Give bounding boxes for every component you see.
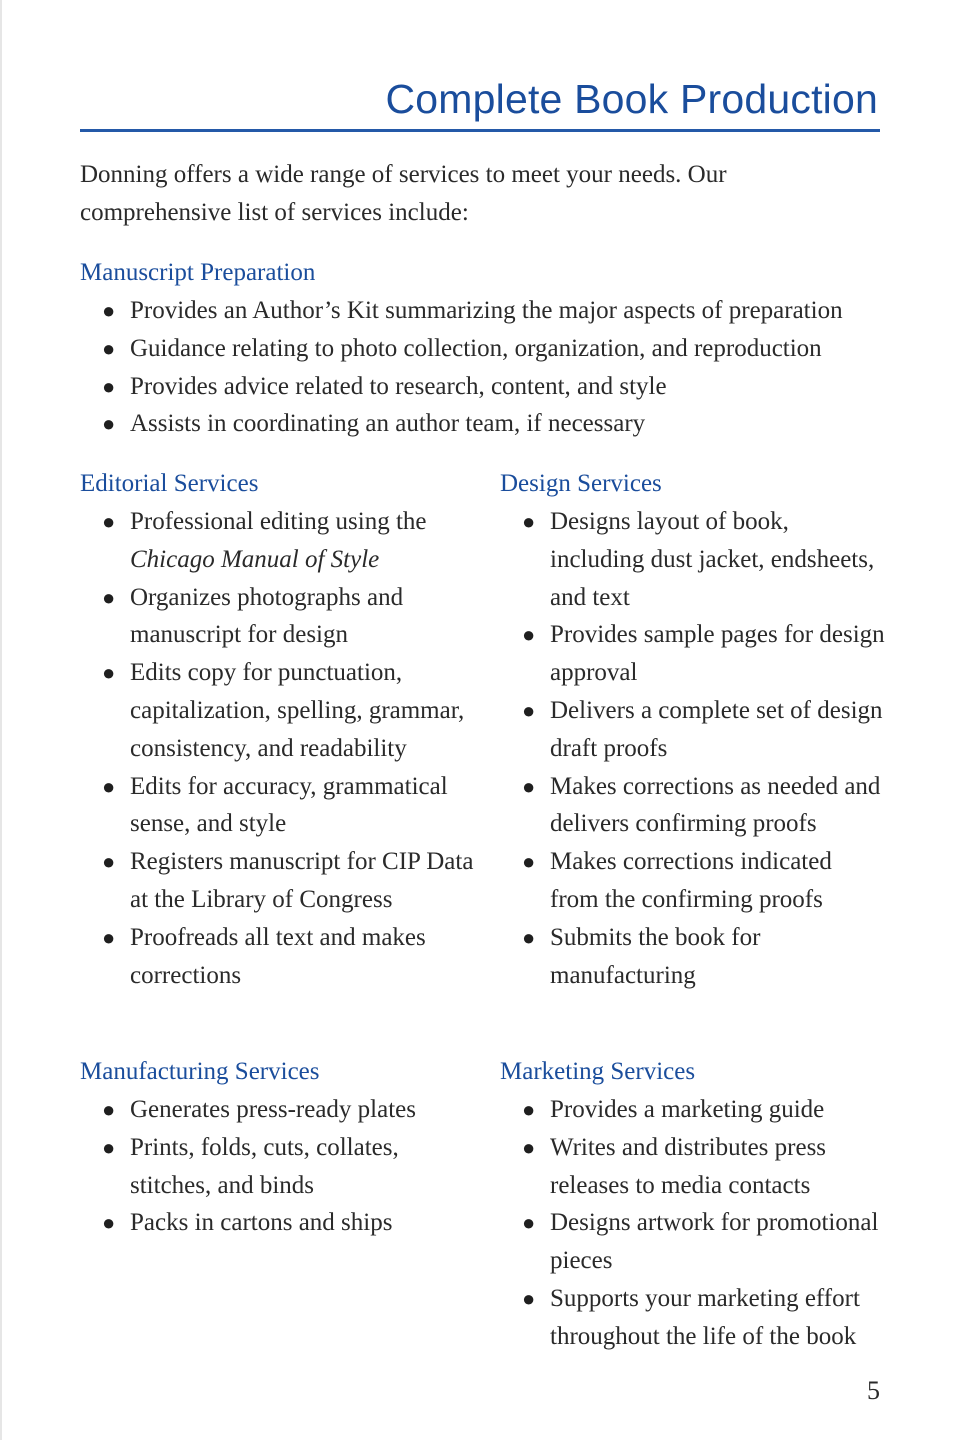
list-item <box>500 1091 885 1129</box>
bullet-list <box>80 292 880 443</box>
bullet-icon: ● <box>102 509 116 534</box>
bullet-icon: ● <box>522 773 536 799</box>
list-item-text: Proofreads all text and makes corrections <box>130 923 426 989</box>
list-item-text: Submits the book for manufacturing <box>550 923 761 989</box>
bullet-icon: ● <box>102 411 116 437</box>
section-heading: Manufacturing Services <box>80 1058 320 1085</box>
list-item-text: Generates press-ready plates <box>130 1096 416 1123</box>
bullet-icon: ● <box>522 622 536 648</box>
list-item-text: Designs artwork for promotional pieces <box>550 1209 879 1275</box>
list-item <box>500 768 885 844</box>
list-item <box>500 503 885 616</box>
bullet-icon: ● <box>102 1134 116 1160</box>
list-item <box>80 405 880 443</box>
list-item-text: Provides an Author’s Kit summarizing the major aspects of preparation <box>130 297 843 324</box>
page-number: 5 <box>867 1376 880 1405</box>
section-heading: Editorial Services <box>80 470 259 497</box>
bullet-icon: ● <box>522 1097 536 1122</box>
list-item <box>500 1204 885 1280</box>
list-item <box>80 368 880 406</box>
section-manuscript-preparation <box>80 254 880 443</box>
list-item <box>80 503 475 579</box>
section-marketing-services <box>500 1053 885 1356</box>
bullet-icon: ● <box>102 773 116 799</box>
bullet-icon: ● <box>102 298 116 323</box>
list-item-text: Provides a marketing guide <box>550 1096 825 1123</box>
list-item <box>80 768 475 844</box>
bullet-icon: ● <box>102 1097 116 1122</box>
list-item <box>80 843 475 919</box>
list-item-text: Assists in coordinating an author team, if necessary <box>130 410 646 438</box>
section-editorial-services <box>80 465 475 994</box>
bullet-list <box>80 1091 475 1242</box>
list-item <box>80 1204 475 1242</box>
list-item-text: Prints, folds, cuts, collates, stitches, and binds <box>130 1133 399 1199</box>
list-item-text: Guidance relating to photo collection, organization, and reproduction <box>130 334 822 362</box>
bullet-icon: ● <box>522 697 536 723</box>
bullet-icon: ● <box>522 1210 536 1236</box>
section-manufacturing-services <box>80 1053 475 1242</box>
list-item-text: Edits for accuracy, grammatical sense, and style <box>130 772 448 838</box>
section-heading: Design Services <box>500 470 662 497</box>
list-item <box>80 579 475 655</box>
list-item <box>80 919 475 995</box>
list-item <box>500 919 885 995</box>
bullet-icon: ● <box>522 509 536 534</box>
list-item <box>500 692 885 768</box>
list-item <box>80 1129 475 1205</box>
bullet-icon: ● <box>522 1285 536 1311</box>
intro-paragraph: Donning offers a wide range of services to meet your needs. Our comprehensive list of services include: <box>80 161 727 226</box>
list-item <box>500 843 885 919</box>
bullet-icon: ● <box>102 660 116 686</box>
list-item-text: Makes corrections as needed and delivers confirming proofs <box>550 772 881 838</box>
bullet-list <box>80 503 475 994</box>
page-title: Complete Book Production <box>385 76 878 122</box>
section-heading: Manuscript Preparation <box>80 259 316 286</box>
list-item-text: Edits copy for punctuation, capitalization, spelling, grammar, consistency, and readability <box>130 659 465 762</box>
title-rule <box>80 129 880 132</box>
section-heading: Marketing Services <box>500 1058 696 1085</box>
list-item-text: Delivers a complete set of design draft proofs <box>550 696 883 762</box>
list-item-text: Provides advice related to research, content, and style <box>130 372 667 400</box>
bullet-icon: ● <box>102 849 116 875</box>
section-design-services <box>500 465 885 994</box>
list-item-text: Organizes photographs and manuscript for design <box>130 583 404 649</box>
bullet-icon: ● <box>102 335 116 361</box>
bullet-icon: ● <box>522 924 536 950</box>
list-item <box>500 1129 885 1205</box>
list-item-text: Makes corrections indicated from the confirming proofs <box>550 848 832 913</box>
bullet-icon: ● <box>102 924 116 950</box>
bullet-icon: ● <box>102 1210 116 1236</box>
list-item <box>80 292 880 330</box>
page-edge <box>0 0 2 1440</box>
list-item-text: Provides sample pages for design approval <box>550 621 885 687</box>
list-item-text: Registers manuscript for CIP Data at the Library of Congress <box>130 848 474 913</box>
list-item-text: Professional editing using the <box>130 508 427 535</box>
list-item <box>500 616 885 692</box>
list-item <box>80 654 475 767</box>
list-item <box>500 1280 885 1356</box>
list-item <box>80 1091 475 1129</box>
style-manual-title: Chicago Manual of Style <box>130 545 380 573</box>
bullet-list <box>500 1091 885 1356</box>
list-item-text: Writes and distributes press releases to media contacts <box>550 1133 827 1199</box>
bullet-icon: ● <box>102 584 116 610</box>
bullet-list <box>500 503 885 994</box>
list-item-text: Packs in cartons and ships <box>130 1209 393 1237</box>
list-item <box>80 330 880 368</box>
bullet-icon: ● <box>522 1134 536 1160</box>
list-item-text: Designs layout of book, including dust jacket, endsheets, and text <box>550 508 875 611</box>
list-item-text: Supports your marketing effort throughout the life of the book <box>550 1284 860 1350</box>
bullet-icon: ● <box>522 849 536 875</box>
bullet-icon: ● <box>102 373 116 399</box>
